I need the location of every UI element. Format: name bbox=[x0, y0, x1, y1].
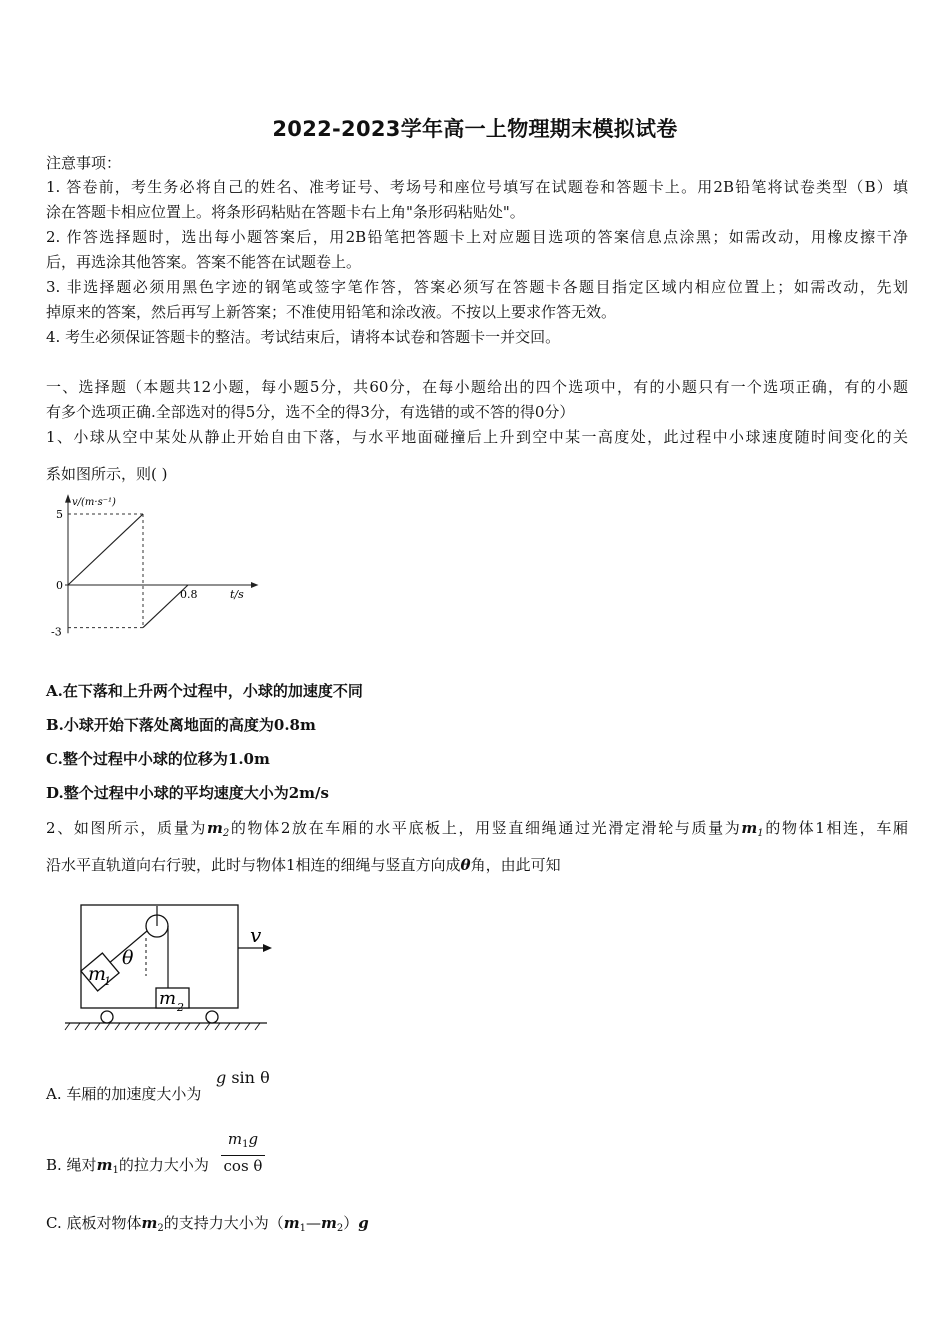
q2-option-c-m2sub: 2 bbox=[157, 1223, 164, 1234]
q2-option-b-m: m bbox=[96, 1156, 113, 1174]
q2-option-c-g: g bbox=[358, 1214, 369, 1232]
q2-text: 沿水平直轨道向右行驶，此时与物体1相连的细绳与竖直方向成 bbox=[46, 856, 461, 874]
label-m1-sub: 1 bbox=[104, 975, 111, 988]
q2-option-b-fraction bbox=[221, 1130, 265, 1176]
vt-series bbox=[68, 514, 188, 628]
x-axis-label: t/s bbox=[230, 588, 244, 601]
label-m1: m bbox=[88, 963, 107, 985]
formula-g: g bbox=[216, 1068, 227, 1087]
label-m2: m bbox=[159, 988, 177, 1009]
q2-option-c bbox=[46, 1212, 369, 1234]
notice-line: 涂在答题卡相应位置上。将条形码粘贴在答题卡右上角"条形码粘贴处"。 bbox=[46, 203, 525, 221]
num-m: m bbox=[227, 1130, 243, 1148]
vt-labels bbox=[51, 497, 244, 638]
label-v: v bbox=[250, 923, 262, 947]
q2-option-a bbox=[46, 1083, 201, 1104]
formula-sin: sin θ bbox=[231, 1068, 270, 1087]
q2-option-b bbox=[46, 1154, 209, 1176]
vt-guides bbox=[68, 514, 143, 628]
wheel-left bbox=[101, 1011, 113, 1023]
y-tick-label: 5 bbox=[56, 508, 63, 521]
q2-option-b-text2: 的拉力大小为 bbox=[118, 1156, 209, 1174]
q1-option-d: D.整个过程中小球的平均速度大小为2m/s bbox=[46, 784, 329, 802]
notice-line: 4. 考生必须保证答题卡的整洁。考试结束后，请将本试卷和答题卡一并交回。 bbox=[46, 328, 561, 346]
y-axis-label: v/(m·s⁻¹) bbox=[72, 497, 116, 509]
q2-option-c-m2: m bbox=[141, 1214, 158, 1232]
q2-option-c-a: m bbox=[283, 1214, 300, 1232]
vt-graph bbox=[48, 492, 244, 640]
fraction-numerator bbox=[221, 1130, 265, 1156]
q2-option-c-text2: 的支持力大小为（ bbox=[163, 1214, 284, 1232]
q1-option-a: A.在下落和上升两个过程中，小球的加速度不同 bbox=[46, 682, 363, 700]
q2-option-c-text: C. 底板对物体 bbox=[46, 1214, 142, 1232]
ground-hatch bbox=[65, 1023, 260, 1030]
q1-stem: 系如图所示，则( ) bbox=[46, 465, 168, 483]
q2-option-c-bsub: 2 bbox=[336, 1223, 344, 1234]
q2-option-b-text: B. 绳对 bbox=[46, 1156, 97, 1174]
notice-line: 3. 非选择题必须用黑色字迹的钢笔或签字笔作答，答案必须写在答题卡各题目指定区域内相应位置上；如需改动，先划 bbox=[46, 278, 908, 296]
fraction-denominator: cos θ bbox=[223, 1157, 263, 1175]
x-axis-arrow bbox=[251, 582, 259, 588]
num-sub: 1 bbox=[242, 1139, 249, 1150]
label-theta: θ bbox=[122, 947, 134, 969]
notice-line: 1. 答卷前，考生务必将自己的姓名、准考证号、考场号和座位号填写在试题卷和答题卡上。用2B铅笔将试卷类型（B）填 bbox=[46, 178, 908, 196]
q2-text: 角，由此可知 bbox=[470, 856, 561, 874]
q2-theta: θ bbox=[460, 856, 471, 874]
label-m2-sub: 2 bbox=[177, 1001, 184, 1014]
q2-stem-line1 bbox=[46, 815, 908, 847]
q2-m1-sub: 1 bbox=[757, 828, 764, 839]
y-tick-label: -3 bbox=[51, 625, 62, 639]
q2-m1: m bbox=[741, 819, 758, 837]
notice-line: 后，再选涂其他答案。答案不能答在试题卷上。 bbox=[46, 253, 362, 271]
q2-stem-line2 bbox=[46, 852, 908, 878]
notice-line: 掉原来的答案，然后再写上新答案；不准使用铅笔和涂改液。不按以上要求作答无效。 bbox=[46, 303, 617, 321]
y-axis-arrow bbox=[65, 494, 71, 503]
section-heading: 有多个选项正确.全部选对的得5分，选不全的得3分，有选错的或不答的得0分） bbox=[46, 403, 575, 421]
q2-option-b-msub: 1 bbox=[112, 1165, 119, 1176]
notice-heading: 注意事项： bbox=[46, 154, 122, 172]
q2-text: 的物体1相连，车厢 bbox=[763, 819, 909, 837]
wheel-right bbox=[206, 1011, 218, 1023]
carriage-diagram bbox=[60, 898, 280, 1033]
series-fall bbox=[68, 514, 143, 585]
q2-text: 2、如图所示，质量为 bbox=[46, 819, 207, 837]
q2-option-a-formula bbox=[216, 1068, 270, 1087]
q2-option-c-asub: 1 bbox=[299, 1223, 306, 1234]
notice-line: 2. 作答选择题时，选出每小题答案后，用2B铅笔把答题卡上对应题目选项的答案信息点涂黑；如需改动，用橡皮擦干净 bbox=[46, 228, 908, 246]
q1-stem: 1、小球从空中某处从静止开始自由下落，与水平地面碰撞后上升到空中某一高度处，此过程中小球速度随时间变化的关 bbox=[46, 428, 908, 446]
q1-option-b: B.小球开始下落处离地面的高度为0.8m bbox=[46, 716, 316, 734]
q2-option-c-close: ） bbox=[343, 1214, 359, 1232]
vt-axes bbox=[65, 494, 259, 633]
q2-option-a-text: A. 车厢的加速度大小为 bbox=[46, 1085, 202, 1103]
q2-m2: m bbox=[207, 819, 223, 837]
q1-option-c: C.整个过程中小球的位移为1.0m bbox=[46, 750, 270, 768]
q2-option-c-b: m bbox=[321, 1214, 337, 1232]
num-g: g bbox=[248, 1130, 259, 1148]
q2-m2-sub: 2 bbox=[222, 828, 230, 839]
q2-option-c-minus: — bbox=[306, 1214, 321, 1232]
q2-text: 的物体2放在车厢的水平底板上，用竖直细绳通过光滑定滑轮与质量为 bbox=[229, 819, 742, 837]
section-heading: 一、选择题（本题共12小题，每小题5分，共60分，在每小题给出的四个选项中，有的小题只有一个选项正确，有的小题 bbox=[46, 378, 908, 396]
velocity-arrowhead bbox=[263, 944, 272, 952]
y-tick-label: 0 bbox=[56, 579, 63, 592]
x-tick-label: 0.8 bbox=[180, 588, 198, 601]
page-title: 2022-2023学年高一上物理期末模拟试卷 bbox=[272, 117, 678, 141]
